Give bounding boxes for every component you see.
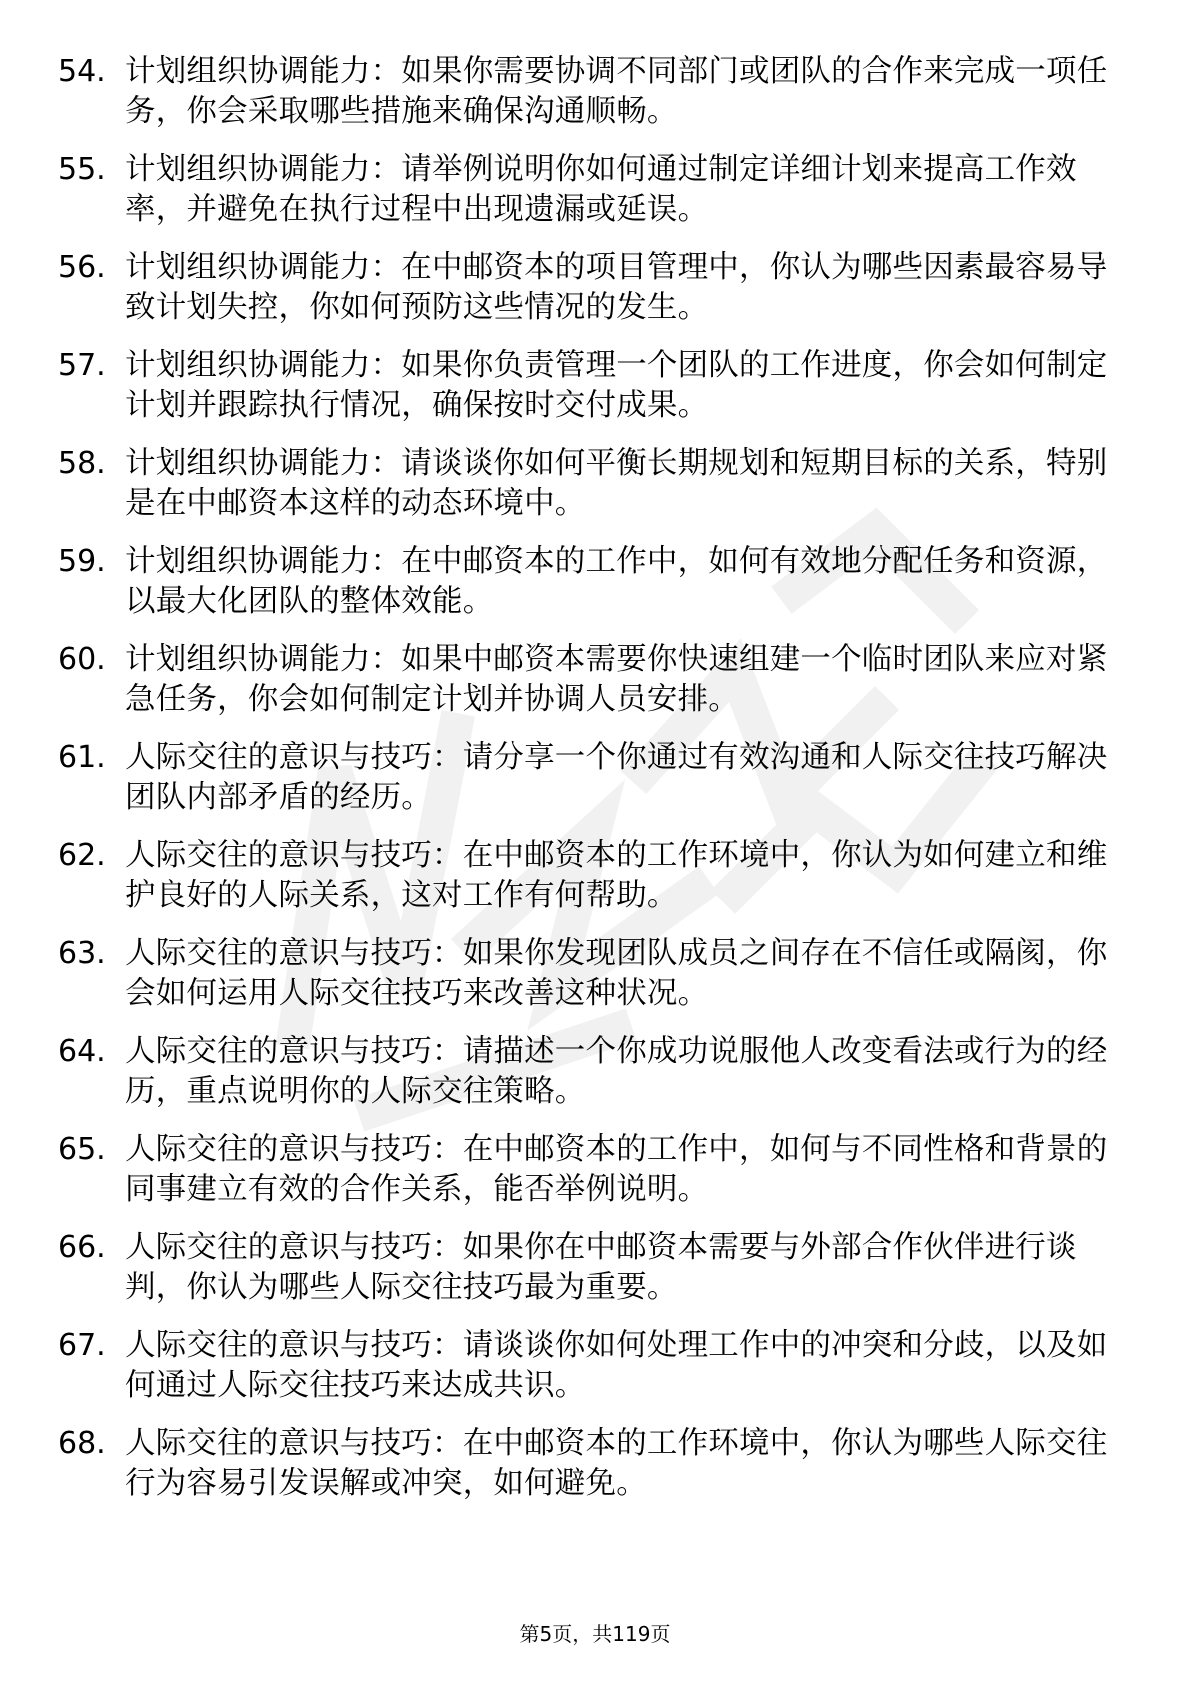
question-list	[0, 52, 1190, 1522]
question-text: 计划组织协调能力：如果你需要协调不同部门或团队的合作来完成一项任务，你会采取哪些措施来确保沟通顺畅。	[125, 54, 1108, 129]
question-number: 68.	[58, 1426, 106, 1461]
question-number: 66.	[58, 1230, 106, 1265]
question-text: 人际交往的意识与技巧：在中邮资本的工作环境中，你认为哪些人际交往行为容易引发误解或冲突，如何避免。	[125, 1426, 1108, 1501]
question-number: 63.	[58, 936, 106, 971]
question-number: 67.	[58, 1328, 106, 1363]
question-text: 计划组织协调能力：在中邮资本的项目管理中，你认为哪些因素最容易导致计划失控，你如何预防这些情况的发生。	[125, 250, 1108, 325]
question-item	[0, 1130, 1190, 1228]
question-text: 计划组织协调能力：在中邮资本的工作中，如何有效地分配任务和资源，以最大化团队的整体效能。	[125, 544, 1108, 619]
question-item	[0, 542, 1190, 640]
question-text: 人际交往的意识与技巧：在中邮资本的工作中，如何与不同性格和背景的同事建立有效的合作关系，能否举例说明。	[125, 1132, 1108, 1207]
question-number: 58.	[58, 446, 106, 481]
question-number: 54.	[58, 54, 106, 89]
page-footer	[0, 1620, 1190, 1648]
question-item	[0, 52, 1190, 150]
question-item	[0, 150, 1190, 248]
question-item	[0, 346, 1190, 444]
question-number: 61.	[58, 740, 106, 775]
question-item	[0, 934, 1190, 1032]
question-number: 60.	[58, 642, 106, 677]
page-number-label: 第5页，共119页	[519, 1622, 671, 1646]
question-text: 人际交往的意识与技巧：在中邮资本的工作环境中，你认为如何建立和维护良好的人际关系，这对工作有何帮助。	[125, 838, 1108, 913]
question-text: 人际交往的意识与技巧：请描述一个你成功说服他人改变看法或行为的经历，重点说明你的人际交往策略。	[125, 1034, 1108, 1109]
question-item	[0, 1424, 1190, 1522]
question-item	[0, 444, 1190, 542]
question-text: 人际交往的意识与技巧：请谈谈你如何处理工作中的冲突和分歧，以及如何通过人际交往技巧来达成共识。	[125, 1328, 1108, 1403]
question-text: 人际交往的意识与技巧：如果你发现团队成员之间存在不信任或隔阂，你会如何运用人际交往技巧来改善这种状况。	[125, 936, 1108, 1011]
question-item	[0, 738, 1190, 836]
question-text: 人际交往的意识与技巧：请分享一个你通过有效沟通和人际交往技巧解决团队内部矛盾的经历。	[125, 740, 1108, 815]
question-number: 56.	[58, 250, 106, 285]
question-text: 计划组织协调能力：请谈谈你如何平衡长期规划和短期目标的关系，特别是在中邮资本这样的动态环境中。	[125, 446, 1108, 521]
question-item	[0, 836, 1190, 934]
question-item	[0, 1032, 1190, 1130]
question-text: 计划组织协调能力：如果你负责管理一个团队的工作进度，你会如何制定计划并跟踪执行情况，确保按时交付成果。	[125, 348, 1108, 423]
question-number: 65.	[58, 1132, 106, 1167]
question-item	[0, 640, 1190, 738]
question-number: 57.	[58, 348, 106, 383]
question-number: 55.	[58, 152, 106, 187]
question-text: 人际交往的意识与技巧：如果你在中邮资本需要与外部合作伙伴进行谈判，你认为哪些人际交往技巧最为重要。	[125, 1230, 1077, 1305]
question-item	[0, 1228, 1190, 1326]
question-text: 计划组织协调能力：如果中邮资本需要你快速组建一个临时团队来应对紧急任务，你会如何制定计划并协调人员安排。	[125, 642, 1108, 717]
question-number: 64.	[58, 1034, 106, 1069]
question-item	[0, 1326, 1190, 1424]
question-number: 62.	[58, 838, 106, 873]
question-item	[0, 248, 1190, 346]
question-number: 59.	[58, 544, 106, 579]
question-text: 计划组织协调能力：请举例说明你如何通过制定详细计划来提高工作效率，并避免在执行过程中出现遗漏或延误。	[125, 152, 1077, 227]
